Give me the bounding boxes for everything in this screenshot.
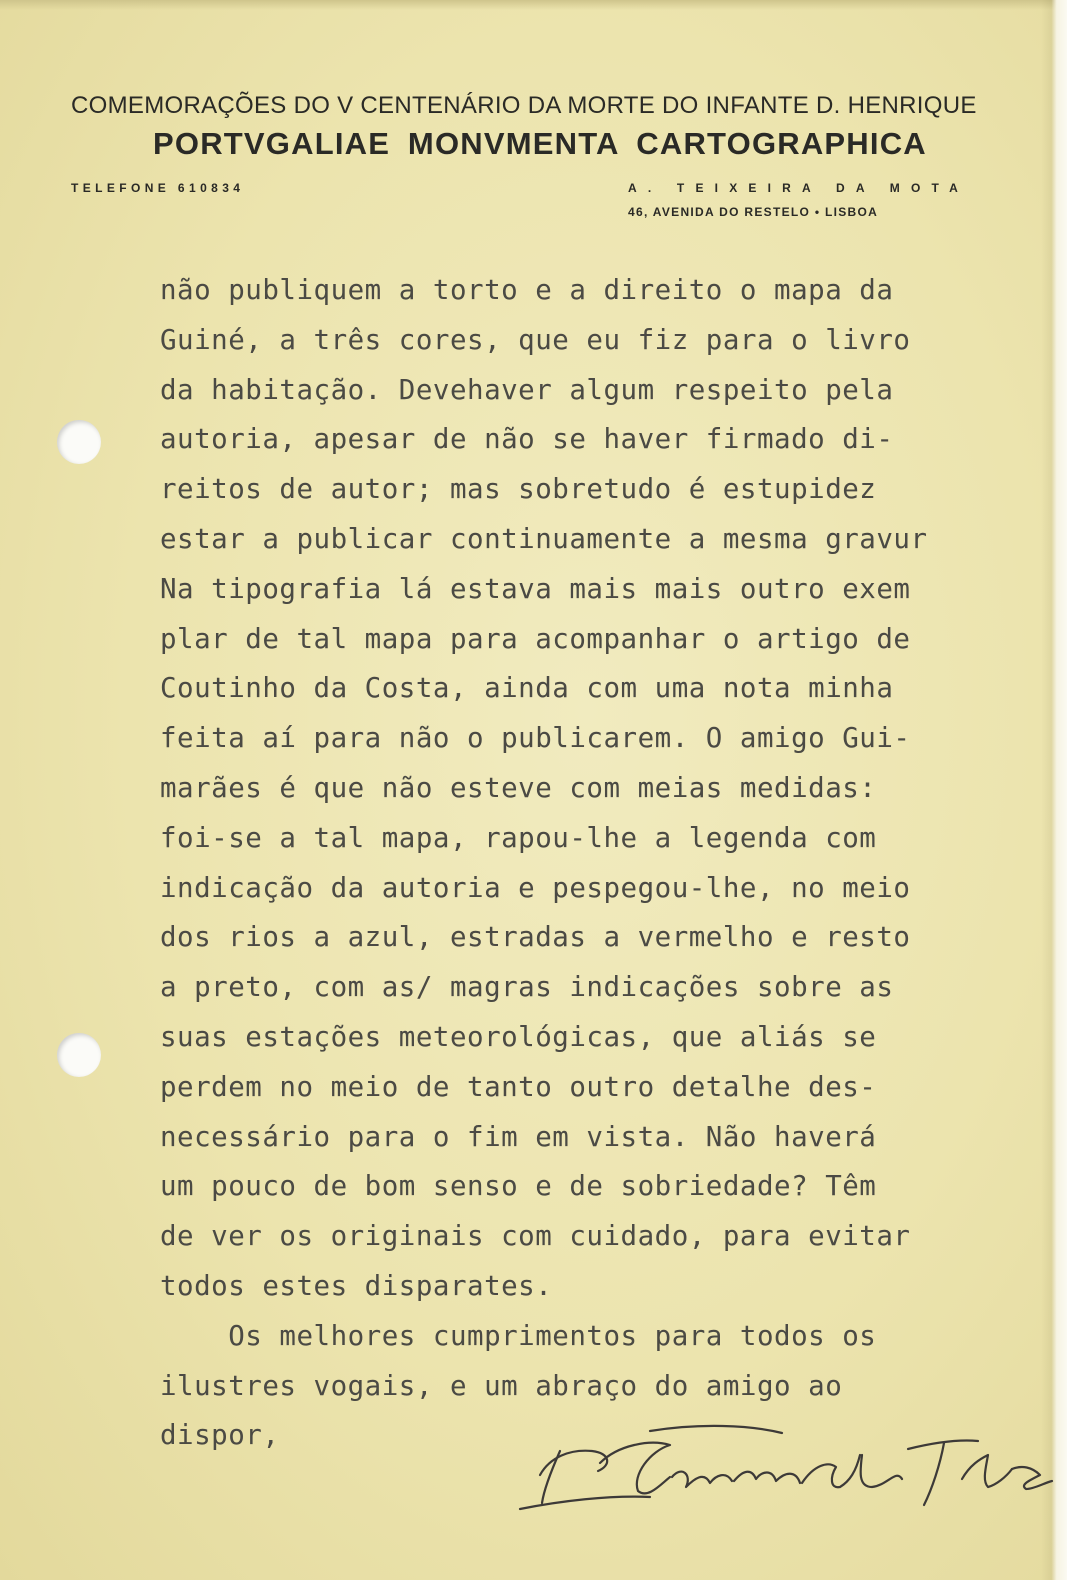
body-line: plar de tal mapa para acompanhar o artigo de: [160, 622, 911, 655]
body-line: de ver os originais com cuidado, para evitar: [160, 1220, 911, 1253]
body-line: autoria, apesar de não se haver firmado di-: [160, 423, 894, 456]
handwritten-signature: [500, 1405, 1060, 1515]
body-line: dispor,: [160, 1419, 280, 1452]
body-line: perdem no meio de tanto outro detalhe des-: [160, 1070, 877, 1103]
punch-hole-top: [57, 420, 101, 464]
body-line: um pouco de bom senso e de sobriedade? Têm: [160, 1170, 877, 1203]
body-line: marães é que não esteve com meias medidas:: [160, 771, 877, 804]
letterhead-commemoration-title: COMEMORAÇÕES DO V CENTENÁRIO DA MORTE DO INFANTE D. HENRIQUE: [71, 92, 977, 119]
body-line: feita aí para não o publicarem. O amigo Gui-: [160, 722, 911, 755]
body-line: a preto, com as/ magras indicações sobre as: [160, 971, 894, 1004]
punch-hole-bottom: [57, 1033, 101, 1077]
body-line: não publiquem a torto e a direito o mapa da: [160, 274, 894, 306]
letterhead-name: A. TEIXEIRA DA MOTA: [628, 181, 970, 195]
body-line: suas estações meteorológicas, que aliás se: [160, 1020, 877, 1053]
body-line: Na tipografia lá estava mais mais outro exem: [160, 572, 911, 605]
body-line: Os melhores cumprimentos para todos os: [160, 1319, 877, 1352]
letterhead-address: 46, AVENIDA DO RESTELO • LISBOA: [628, 205, 879, 219]
body-line: necessário para o fim em vista. Não haverá: [160, 1120, 877, 1153]
body-line: dos rios a azul, estradas a vermelho e resto: [160, 921, 911, 954]
letterhead-telephone: TELEFONE 610834: [71, 181, 245, 195]
body-line: Guiné, a três cores, que eu fiz para o livro: [160, 323, 911, 356]
body-line: reitos de autor; mas sobretudo é estupidez: [160, 473, 877, 506]
body-line: indicação da autoria e pespegou-lhe, no meio: [160, 871, 911, 904]
letter-body: [160, 266, 1050, 1461]
body-line: ilustres vogais, e um abraço do amigo ao: [160, 1369, 843, 1402]
body-line: todos estes disparates.: [160, 1269, 553, 1302]
body-line: foi-se a tal mapa, rapou-lhe a legenda com: [160, 821, 877, 854]
body-line: Coutinho da Costa, ainda com uma nota minha: [160, 672, 894, 705]
letterhead-project-title: PORTVGALIAE MONVMENTA CARTOGRAPHICA: [153, 126, 927, 161]
body-line: estar a publicar continuamente a mesma gravur: [160, 522, 928, 555]
body-line: da habitação. Devehaver algum respeito pela: [160, 373, 894, 406]
paper-top-edge: [0, 0, 1067, 10]
